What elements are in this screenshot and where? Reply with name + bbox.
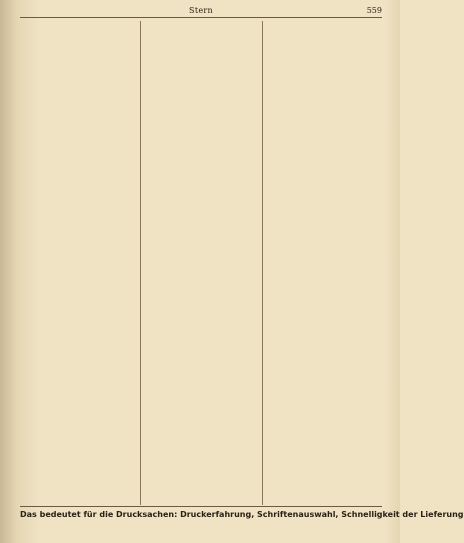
directory-column-3: [264, 21, 382, 505]
column-divider: [140, 21, 141, 505]
column-divider: [262, 21, 263, 505]
page-number: 559: [366, 6, 382, 15]
directory-column-2: [142, 21, 260, 505]
header-word: Stern: [189, 6, 213, 15]
directory-column-1: [20, 21, 138, 505]
directory-columns: [20, 21, 382, 505]
header-rule: [20, 17, 382, 18]
footer-advertisement: Das bedeutet für die Drucksachen: Druckerfahrung, Schriftenauswahl, Schnelligkeit der Lieferung: [20, 510, 464, 519]
footer-rule: [20, 506, 382, 507]
